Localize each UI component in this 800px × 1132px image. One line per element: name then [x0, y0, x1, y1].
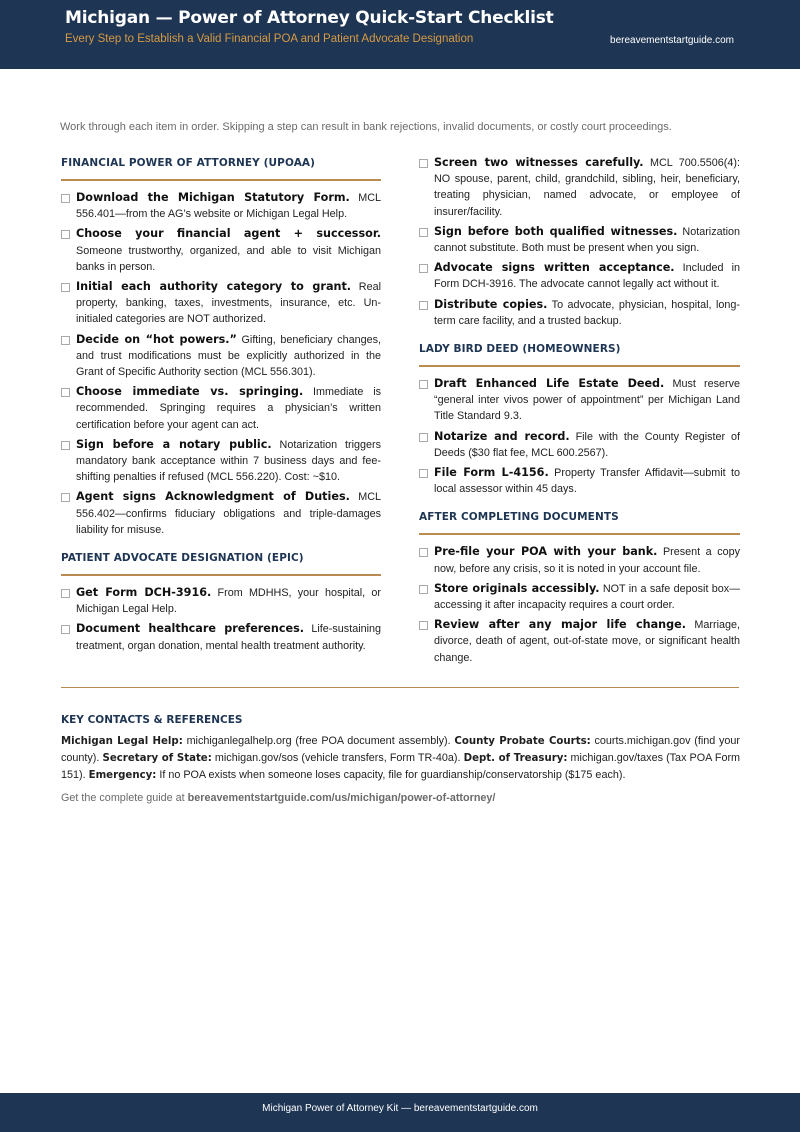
checklist-section-patient-advocate-designation-epic [61, 550, 381, 654]
references-title: KEY CONTACTS & REFERENCES [61, 714, 243, 726]
checklist-item [419, 260, 740, 292]
item-title: Screen two witnesses carefully. [434, 156, 644, 169]
checkbox-icon[interactable] [61, 194, 70, 203]
checklist-item [61, 190, 381, 222]
section-rule [419, 365, 740, 367]
checklist-item [419, 429, 740, 461]
checkbox-icon[interactable] [61, 441, 70, 450]
checkbox-icon[interactable] [419, 585, 428, 594]
item-title: Review after any major life change. [434, 618, 686, 632]
reference-text: If no POA exists when someone loses capacity, file for guardianship/conservatorship ($175 each). [159, 769, 626, 782]
checklist-item [419, 617, 740, 666]
item-text: MCL 556.401—from the AG’s website or Michigan Legal Help. [76, 192, 381, 221]
page-header [0, 0, 800, 69]
checklist-item [61, 621, 381, 653]
item-text: Gifting, beneficiary changes, and trust modifications must be explicitly authorized in the Grant of Specific Authority section (MCL 556.301). [76, 333, 381, 379]
item-title: Distribute copies. [434, 297, 548, 311]
reference-text: courts.michigan.gov (find your county). [61, 735, 741, 765]
checklist-item [61, 279, 381, 328]
item-text: Present a copy now, before any crisis, so it is noted in your account file. [434, 546, 741, 575]
item-text: NOT in a safe deposit box—accessing it after incapacity requires a court order. [434, 582, 741, 612]
checklist-section-continued [419, 155, 740, 329]
checklist-section-after-completing-documents [419, 509, 740, 665]
checklist-item [419, 465, 740, 497]
references-section [61, 714, 740, 804]
header-site-link[interactable]: bereavementstartguide.com [610, 35, 734, 46]
checklist-item [61, 226, 381, 275]
reference-label: Dept. of Treasury: [463, 753, 568, 765]
reference-text: michigan.gov/sos (vehicle transfers, Form TR-40a). [214, 752, 461, 765]
checkbox-icon[interactable] [61, 336, 70, 345]
section-title: LADY BIRD DEED (HOMEOWNERS) [419, 343, 621, 356]
reference-label: Secretary of State: [102, 753, 212, 765]
section-title: FINANCIAL POWER OF ATTORNEY (UPOAA) [61, 157, 316, 169]
item-title: File Form L-4156. [434, 466, 549, 480]
section-divider [61, 687, 739, 688]
reference-entry [61, 735, 451, 747]
item-title: Agent signs Acknowledgment of Duties. [76, 490, 350, 504]
item-title: Pre-file your POA with your bank. [434, 545, 658, 559]
item-text: Marriage, divorce, death of agent, out-of-state move, or significant health change. [434, 619, 741, 664]
page-subtitle: Every Step to Establish a Valid Financial POA and Patient Advocate Designation [65, 33, 474, 45]
item-title: Document healthcare preferences. [76, 622, 304, 636]
section-title: AFTER COMPLETING DOCUMENTS [419, 511, 619, 524]
checklist-item [419, 297, 740, 329]
section-rule [419, 533, 740, 535]
reference-label: Michigan Legal Help: [61, 736, 183, 747]
checkbox-icon[interactable] [419, 228, 428, 237]
checkbox-icon[interactable] [419, 621, 428, 630]
checklist-item [61, 384, 381, 433]
item-title: Sign before both qualified witnesses. [434, 224, 678, 238]
item-text: Real property, banking, taxes, investments, insurance, etc. Un-initialed categories are NOT authorized. [76, 281, 381, 326]
item-title: Notarize and record. [434, 429, 570, 443]
footer-text: Michigan Power of Attorney Kit — bereavementstartguide.com [262, 1103, 538, 1114]
reference-entry [103, 752, 461, 764]
checkbox-icon[interactable] [61, 230, 70, 239]
checklist-item [419, 155, 740, 220]
reference-label: County Probate Courts: [454, 736, 591, 747]
reference-label: Emergency: [88, 770, 157, 782]
checkbox-icon[interactable] [61, 493, 70, 502]
item-text: Notarization cannot substitute. Both must be present when you sign. [434, 225, 741, 255]
item-text: From MDHHS, your hospital, or Michigan Legal Help. [76, 587, 382, 616]
checklist-item [61, 489, 381, 538]
guide-line [61, 792, 740, 804]
checkbox-icon[interactable] [419, 159, 428, 168]
page-title: Michigan — Power of Attorney Quick-Start Checklist [65, 8, 554, 28]
left-column [61, 155, 381, 658]
section-rule [61, 574, 381, 576]
item-text: Someone trustworthy, organized, and able to visit Michigan banks in person. [76, 244, 381, 273]
checkbox-icon[interactable] [61, 283, 70, 292]
item-text: Life-sustaining treatment, organ donation, mental health treatment authority. [76, 623, 382, 652]
checkbox-icon[interactable] [419, 264, 428, 273]
item-title: Initial each authority category to grant. [76, 280, 352, 294]
reference-text: michiganlegalhelp.org (free POA document assembly). [186, 735, 451, 747]
checklist-item [419, 544, 740, 576]
checklist-section-financial-power-of-attorney-upoaa [61, 155, 381, 538]
item-title: Store originals accessibly. [434, 581, 600, 595]
item-title: Get Form DCH-3916. [76, 586, 212, 600]
checkbox-icon[interactable] [419, 380, 428, 389]
page-footer [0, 1093, 800, 1132]
item-title: Advocate signs written acceptance. [434, 261, 675, 275]
item-text: Property Transfer Affidavit—submit to local assessor within 45 days. [434, 467, 741, 496]
reference-text: michigan.gov/taxes (Tax POA Form 151). [61, 752, 741, 782]
references-body [61, 733, 740, 785]
item-text: To advocate, physician, hospital, long-term care facility, and a trusted backup. [434, 298, 740, 327]
item-text: Notarization triggers mandatory bank acceptance within 7 business days and fee-shifting penalties if refused (MCL 556.220). Cost: ~$10. [76, 438, 382, 484]
checklist-item [419, 376, 740, 425]
guide-link[interactable]: bereavementstartguide.com/us/michigan/power-of-attorney/ [187, 791, 496, 804]
checklist-item [419, 224, 740, 256]
item-text: Immediate is recommended. Springing requires a physician’s written certification before your agent can act. [76, 386, 382, 431]
checkbox-icon[interactable] [419, 433, 428, 442]
item-title: Choose your financial agent + successor. [76, 227, 381, 241]
guide-prefix: Get the complete guide at [61, 791, 185, 804]
checklist-item [61, 332, 381, 381]
checkbox-icon[interactable] [61, 589, 70, 598]
item-title: Download the Michigan Statutory Form. [76, 191, 350, 204]
checkbox-icon[interactable] [61, 388, 70, 397]
section-rule [61, 179, 381, 181]
item-title: Decide on “hot powers.” [76, 332, 237, 346]
checklist-section-lady-bird-deed-homeowners [419, 341, 740, 497]
checklist-item [419, 581, 740, 613]
reference-entry [89, 769, 626, 781]
checkbox-icon[interactable] [419, 548, 428, 557]
item-text: MCL 556.402—confirms fiduciary obligations and triple-damages liability for misuse. [76, 491, 382, 536]
checkbox-icon[interactable] [61, 625, 70, 634]
intro-text: Work through each item in order. Skipping a step can result in bank rejections, invalid documents, or costly court proceedings. [60, 121, 672, 133]
item-title: Sign before a notary public. [76, 437, 272, 451]
item-title: Draft Enhanced Life Estate Deed. [434, 377, 665, 391]
item-text: Included in Form DCH-3916. The advocate cannot legally act without it. [434, 262, 740, 291]
checklist-item [61, 585, 381, 617]
item-text: MCL 700.5506(4): NO spouse, parent, child, grandchild, sibling, heir, beneficiary, treating physician, named advocate, or employee of insurer/facility. [434, 157, 740, 218]
checkbox-icon[interactable] [419, 469, 428, 478]
item-text: File with the County Register of Deeds ($30 flat fee, MCL 600.2567). [434, 430, 740, 459]
section-title: PATIENT ADVOCATE DESIGNATION (EPIC) [61, 552, 304, 565]
item-text: Must reserve “general inter vivos power of appointment” per Michigan Land Title Standard 9.3. [434, 378, 741, 423]
checkbox-icon[interactable] [419, 301, 428, 310]
checklist-item [61, 437, 381, 486]
item-title: Choose immediate vs. springing. [76, 385, 304, 399]
right-column [419, 155, 740, 670]
